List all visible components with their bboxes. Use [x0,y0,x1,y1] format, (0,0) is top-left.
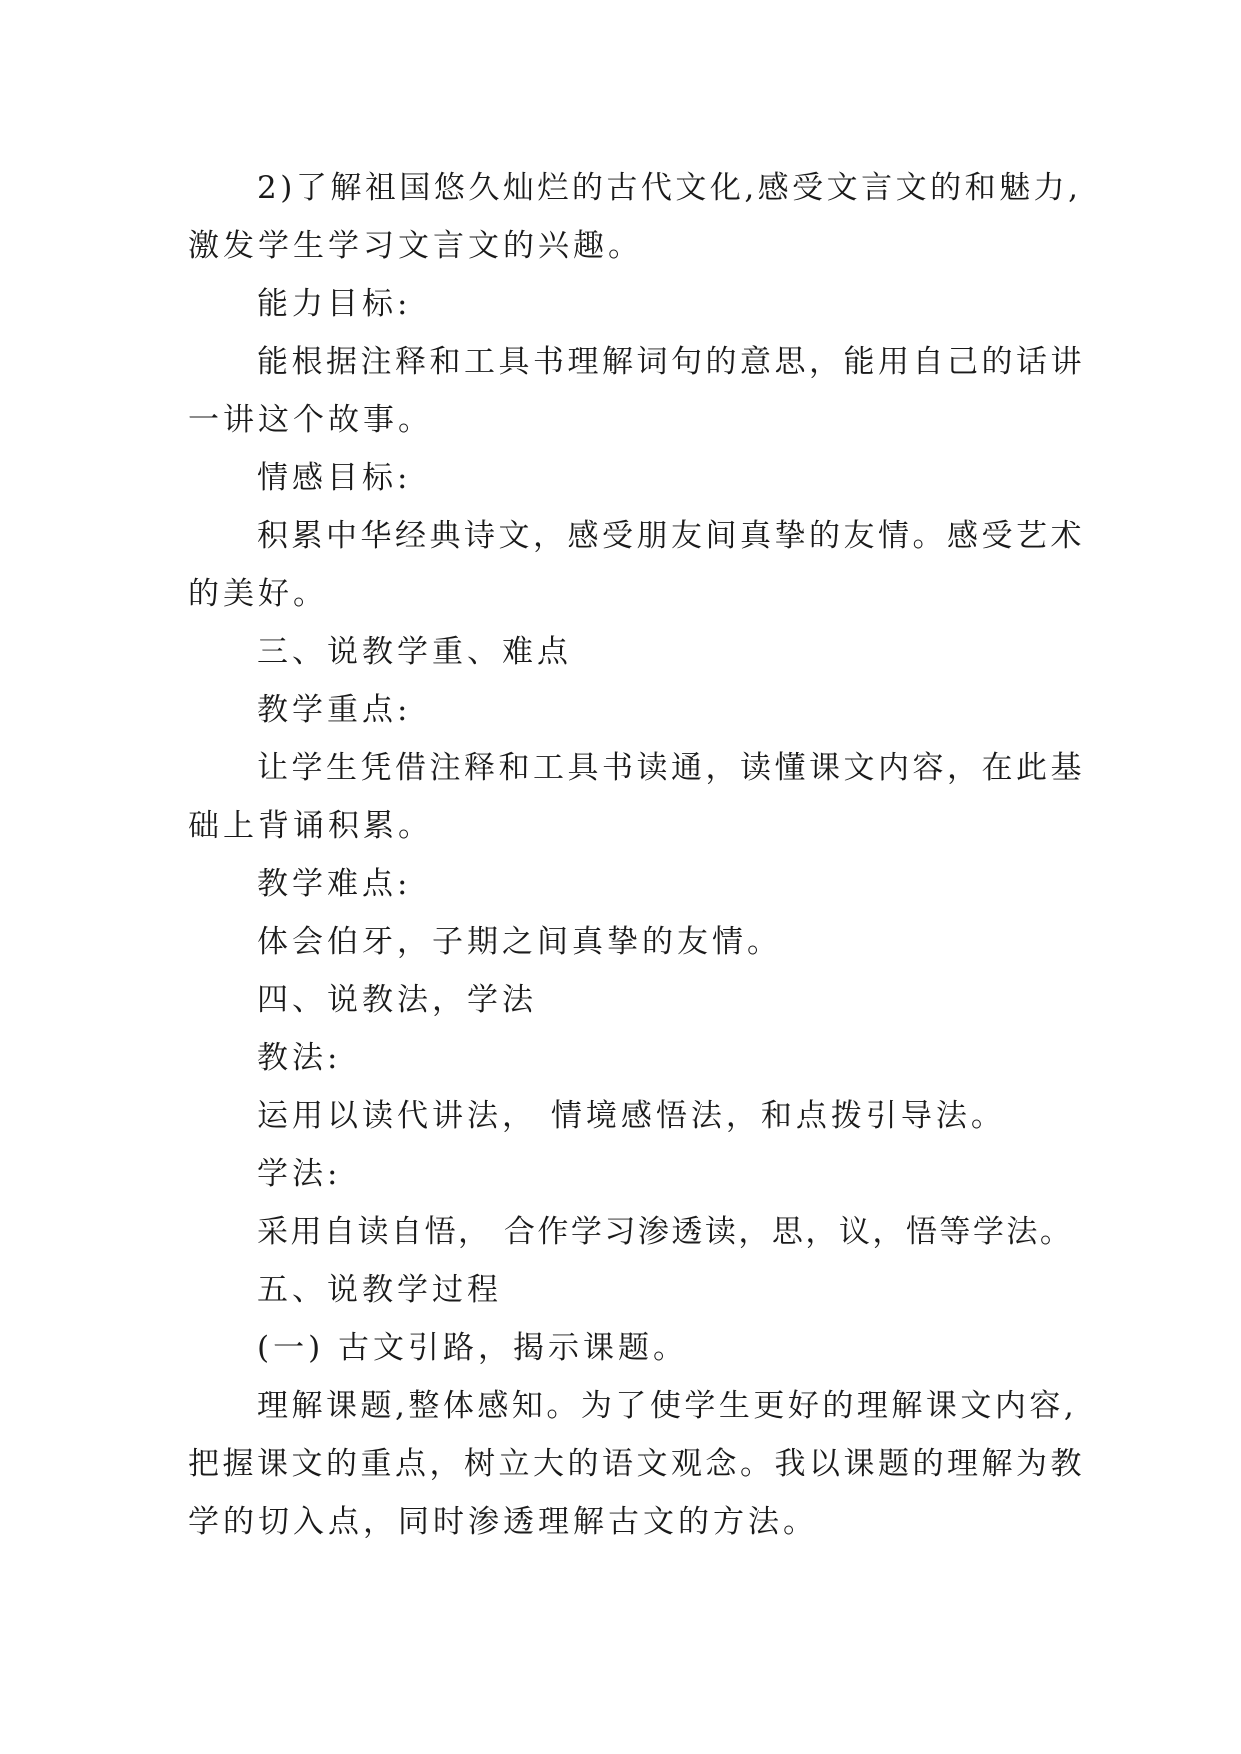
section-heading: 五、说教学过程 [257,1272,502,1308]
paragraph-line: 一讲这个故事。 [188,402,433,438]
paragraph-line: 础上背诵积累。 [188,808,433,844]
paragraph-line: 体会伯牙，子期之间真挚的友情。 [257,924,782,960]
section-label: 能力目标: [257,286,412,322]
section-label: 教学重点: [257,692,412,728]
paragraph-line: 2)了解祖国悠久灿烂的古代文化,感受文言文的和魅力, [257,170,1082,206]
section-label: 教学难点: [257,866,412,902]
paragraph-line: 能根据注释和工具书理解词句的意思，能用自己的话讲 [257,344,1085,380]
paragraph-line: 采用自读自悟， 合作学习渗透读，思，议，悟等学法。 [257,1214,1074,1250]
section-label: 学法: [257,1156,342,1192]
paragraph-line: 的美好。 [188,576,328,612]
paragraph-line: 激发学生学习文言文的兴趣。 [188,228,643,264]
paragraph-line: 积累中华经典诗文，感受朋友间真挚的友情。感受艺术 [257,518,1085,554]
paragraph-line: 理解课题,整体感知。为了使学生更好的理解课文内容, [257,1388,1078,1424]
subsection-heading: (一) 古文引路，揭示课题。 [257,1330,689,1366]
paragraph-line: 把握课文的重点，树立大的语文观念。我以课题的理解为教 [188,1446,1085,1482]
section-label: 情感目标: [257,460,412,496]
section-label: 教法: [257,1040,342,1076]
paragraph-line: 运用以读代讲法， 情境感悟法，和点拨引导法。 [257,1098,1006,1134]
paragraph-line: 让学生凭借注释和工具书读通，读懂课文内容，在此基 [257,750,1085,786]
section-heading: 四、说教法，学法 [257,982,537,1018]
paragraph-line: 学的切入点，同时渗透理解古文的方法。 [188,1504,818,1540]
section-heading: 三、说教学重、难点 [257,634,572,670]
